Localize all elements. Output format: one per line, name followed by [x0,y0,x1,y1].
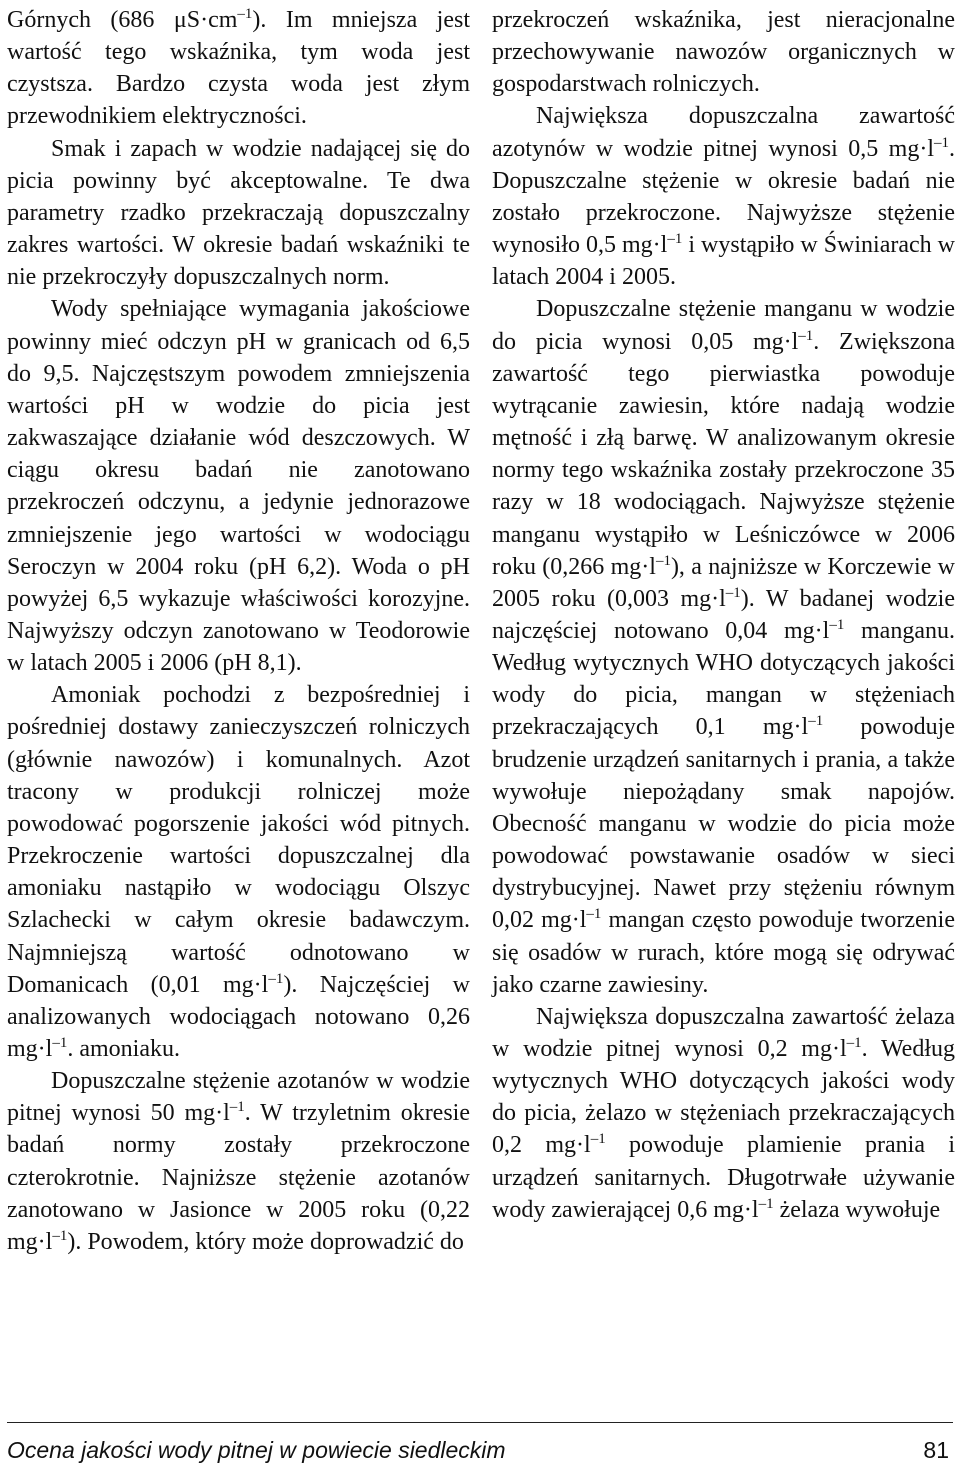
paragraph-iron [492,1001,955,1226]
text-run: . amoniaku. [67,1036,180,1062]
text-run: i wystąpiło w Świniarach w latach 2004 i 2005. [492,232,956,291]
text-run: Dopuszczalne stężenie manganu w wodzie do picia wynosi 0,05 mg·l [492,296,955,355]
page-footer [7,1422,953,1463]
superscript: –1 [237,6,253,22]
text-run: . Według wytycznych WHO dotyczących jakości wody do picia, żelazo w stężeniach przekraczających 0,2 mg·l [492,1036,955,1159]
superscript: –1 [229,1099,245,1116]
text-run: Amoniak pochodzi z bezpośredniej i pośredniej dostawy zanieczyszczeń rolniczych (głównie nawozów) i komunalnych. Azot tracony w produkcji rolniczej może powodować pogorszenie jakości wód pitnych. Przekroczenie wartości dopuszczalnej dla amoniaku nastąpiło w wodociągu Olszyc Szlachecki w całym okresie badawczym. Najmniejszą wartość odnotowano w Domanicach (0,01 mg·l [7,682,470,998]
paragraph-conductivity-end [7,4,470,133]
text-run: Największa dopuszczalna zawartość żelaza w wodzie pitnej wynosi 0,2 mg·l [492,1003,955,1062]
paragraph-ph: Wody spełniające wymagania jakościowe powinny mieć odczyn pH w granicach od 6,5 do 9,5. Najczęstszym powodem zmniejszenia wartości pH w wodzie do picia jest zakwaszające działanie wód deszczowych. W ciągu okresu badań nie zanotowano przekroczeń odczynu, a jedynie jednorazowe zmniejszenie jego wartości w wodociągu Seroczyn w 2004 roku (pH 6,2). Woda o pH powyżej 6,5 wykazuje właściwości korozyjne. Najwyższy odczyn zanotowano w Teodorowie w latach 2005 i 2006 (pH 8,1). [7,296,470,677]
paragraph-nitrates-end: przekroczeń wskaźnika, jest nieracjonalne przechowywanie nawozów organicznych w gospodarstwach rolniczych. [492,7,955,98]
paragraph-nitrates [7,1065,470,1258]
right-column [492,4,955,1226]
superscript: –1 [667,231,683,248]
superscript: –1 [798,327,814,344]
text-run: powoduje plamienie prania i urządzeń sanitarnych. Długotrwałe używanie wody zawierającej 0,6 mg·l [492,1132,956,1223]
text-run: ). Powodem, który może doprowadzić do [67,1228,464,1255]
text-run: Dopuszczalne stężenie azotanów w wodzie pitnej wynosi 50 mg·l [7,1068,470,1127]
page-number: 81 [923,1437,949,1463]
superscript: –1 [655,552,671,569]
paragraph-taste-smell: Smak i zapach w wodzie nadającej się do picia powinny być akceptowalne. Te dwa parametry rzadko przekraczają dopuszczalny zakres wartości. W okresie badań wskaźniki te nie przekroczyły dopuszczalnych norm. [7,135,470,291]
text-run: ). Im mniejsza jest wartość tego wskaźnika, tym woda jest czystsza. Bardzo czysta woda jest złym przewodnikiem elektryczności. [7,7,471,130]
superscript: –1 [808,713,824,730]
superscript: –1 [934,134,949,151]
superscript: –1 [586,906,602,923]
text-run: Największa dopuszczalna zawartość azotynów w wodzie pitnej wynosi 0,5 mg·l [492,103,955,162]
text-run: manganu. Według wytycznych WHO dotyczących jakości wody do picia, mangan w stężeniach przekraczających 0,1 mg·l [492,617,955,741]
superscript: –1 [590,1131,606,1148]
superscript: –1 [52,1035,68,1051]
superscript: –1 [829,616,845,633]
text-run: powoduje brudzenie urządzeń sanitarnych i prania, a także wywołuje niepożądany smak napojów. Obecność manganu w wodzie do picia może powodować powstawanie osadów w sieci dystrybucyjnej. Nawet przy stężeniu równym 0,02 mg·l [492,714,956,934]
superscript: –1 [758,1195,774,1212]
left-column [7,4,470,1258]
text-run: ). Najczęściej w analizowanych wodociągach notowano 0,26 mg·l [7,971,470,1062]
superscript: –1 [846,1035,862,1051]
superscript: –1 [725,584,741,601]
text-run: . Dopuszczalne stężenie w okresie badań nie zostało przekroczone. Najwyższe stężenie wynosiło 0,5 mg·l [492,135,955,259]
text-run: żelaza wywołuje [773,1196,941,1223]
paragraph-ammonia [7,679,470,1065]
superscript: –1 [268,970,284,987]
paragraph-manganese [492,293,955,1000]
running-title: Ocena jakości wody pitnej w powiecie siedleckim [7,1437,506,1463]
superscript: –1 [52,1227,68,1244]
text-run: ). W badanej wodzie najczęściej notowano 0,04 mg·l [492,585,955,644]
text-run: . Zwiększona zawartość tego pierwiastka powoduje wytrącanie zawiesin, które nadają wodzie mętność i złą barwę. W analizowanym okresie normy tego wskaźnika zostały przekroczone 35 razy w 18 wodociągach. Najwyższe stężenie manganu wystąpiło w Leśniczówce w 2006 roku (0,266 mg·l [492,328,955,580]
text-run: mangan często powoduje tworzenie się osadów w rurach, które mogą się odrywać jako czarne zawiesiny. [492,907,955,998]
text-run: ), a najniższe w Korczewie w 2005 roku (0,003 mg·l [492,553,956,612]
paragraph-nitrites [492,100,955,293]
text-run: . W trzyletnim okresie badań normy zostały przekroczone czterokrotnie. Najniższe stężenie azotanów zanotowano w Jasionce w 2005 roku (0,22 mg·l [7,1100,470,1255]
text-run: Górnych (686 μS·cm [7,7,238,33]
